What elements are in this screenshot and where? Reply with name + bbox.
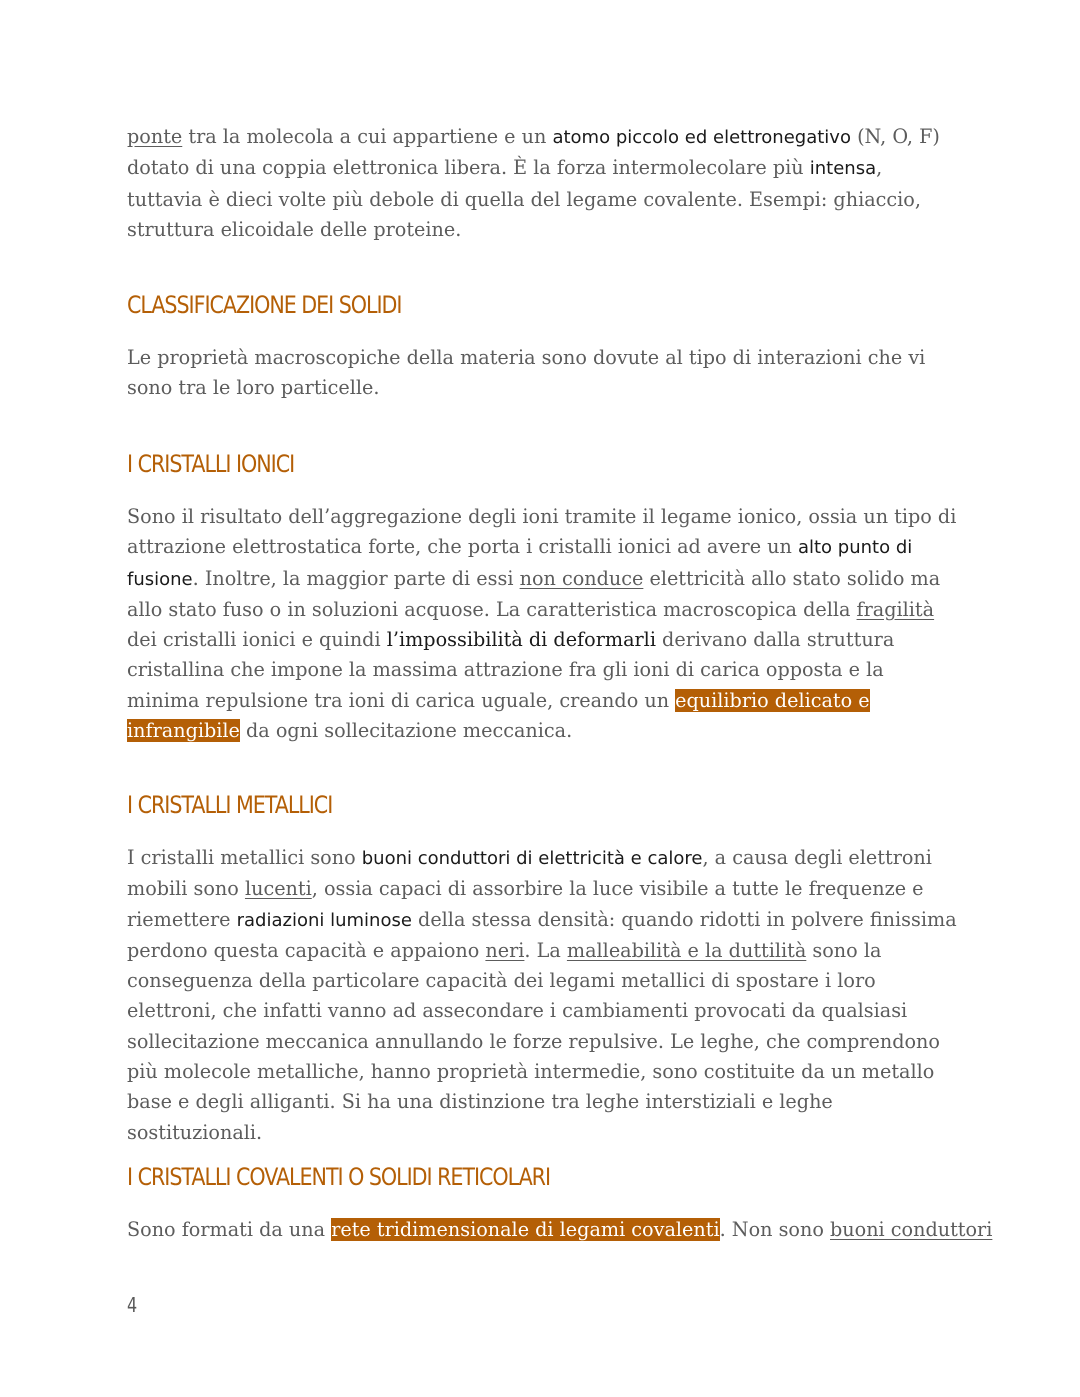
key-term: alto punto di fusione — [127, 537, 913, 590]
underlined-term: malleabilità e la duttilità — [566, 938, 807, 962]
text-run: , a causa degli elettroni mobili sono — [127, 846, 932, 901]
text-run: (N, O, F) dotato di una coppia elettronica libera. È la forza intermolecolare più — [127, 125, 940, 180]
paragraph-ionic-crystals — [127, 502, 957, 746]
paragraph-hydrogen-bond — [127, 122, 957, 245]
underlined-term: lucenti — [244, 877, 312, 901]
underlined-term: non conduce — [519, 566, 644, 590]
key-term: atomo piccolo ed elettronegativo — [552, 127, 851, 148]
text-run: elettricità allo stato solido ma allo stato fuso o in soluzioni acquose. La caratteristica macroscopica della — [127, 566, 941, 621]
underlined-term: neri — [485, 938, 525, 962]
text-run: . Inoltre, la maggior parte di essi — [192, 566, 520, 590]
page-number: 4 — [127, 1293, 138, 1317]
key-term: intensa — [809, 158, 877, 180]
text-run: dei cristalli ionici e quindi — [127, 628, 387, 652]
text-run: I cristalli metallici sono — [127, 846, 362, 869]
section-heading-ionic-crystals: I CRISTALLI IONICI — [127, 450, 295, 478]
text-run: . Non sono — [719, 1218, 830, 1241]
text-run: tra la molecola a cui appartiene e un — [182, 125, 553, 148]
highlighted-term: rete tridimensionale di legami covalenti — [331, 1218, 720, 1241]
key-term: radiazioni luminose — [236, 909, 412, 931]
text-run: da ogni sollecitazione meccanica. — [239, 719, 573, 743]
section-heading-metallic-crystals: I CRISTALLI METALLICI — [127, 791, 333, 819]
text-run: Sono il risultato dell’aggregazione degli ioni tramite il legame ionico, ossia un tipo di attrazione elettrostatica forte, che porta i cristalli ionici ad avere un — [127, 505, 957, 559]
text-run: , tuttavia è dieci volte più debole di quella del legame covalente. Esempi: ghiaccio, struttura elicoidale delle proteine. — [127, 156, 921, 241]
key-term: l’impossibilità di deformarli — [386, 628, 656, 652]
highlighted-term: equilibrio delicato e infrangibile — [127, 688, 870, 743]
paragraph-classification: Le proprietà macroscopiche della materia sono dovute al tipo di interazioni che vi sono tra le loro particelle. — [127, 346, 926, 400]
text-run: sono la conseguenza della particolare capacità dei legami metallici di spostare i loro elettroni, che infatti vanno ad assecondare i cambiamenti provocati da qualsiasi sollecitazione meccanica annullando le forze repulsive. Le leghe, che comprendono più molecole metalliche, hanno proprietà intermedie, sono costituite da un metallo base e degli alliganti. Si ha una distinzione tra leghe interstiziali e leghe sostituzionali. — [127, 938, 940, 1144]
section-heading-covalent-crystals: I CRISTALLI COVALENTI O SOLIDI RETICOLARI — [127, 1163, 551, 1191]
key-term: buoni conduttori di elettricità e calore — [361, 848, 703, 869]
text-run: , ossia capaci di assorbire la luce visibile a tutte le frequenze e riemettere — [127, 877, 924, 931]
underlined-term: buoni conduttori — [830, 1218, 993, 1241]
text-run: della stessa densità: quando ridotti in polvere finissima perdono questa capacità e appaiono — [127, 907, 957, 962]
text-run: . La — [524, 938, 567, 962]
section-heading-classification: CLASSIFICAZIONE DEI SOLIDI — [127, 291, 402, 319]
text-run: Sono formati da una — [127, 1218, 332, 1241]
paragraph-metallic-crystals — [127, 843, 957, 1148]
underlined-term: fragilità — [856, 597, 935, 621]
underlined-term: ponte — [127, 125, 183, 148]
paragraph-covalent-crystals — [127, 1215, 992, 1245]
text-run: derivano dalla struttura cristallina che impone la massima attrazione fra gli ioni di carica opposta e la minima repulsione tra ioni di carica uguale, creando un — [127, 628, 895, 712]
